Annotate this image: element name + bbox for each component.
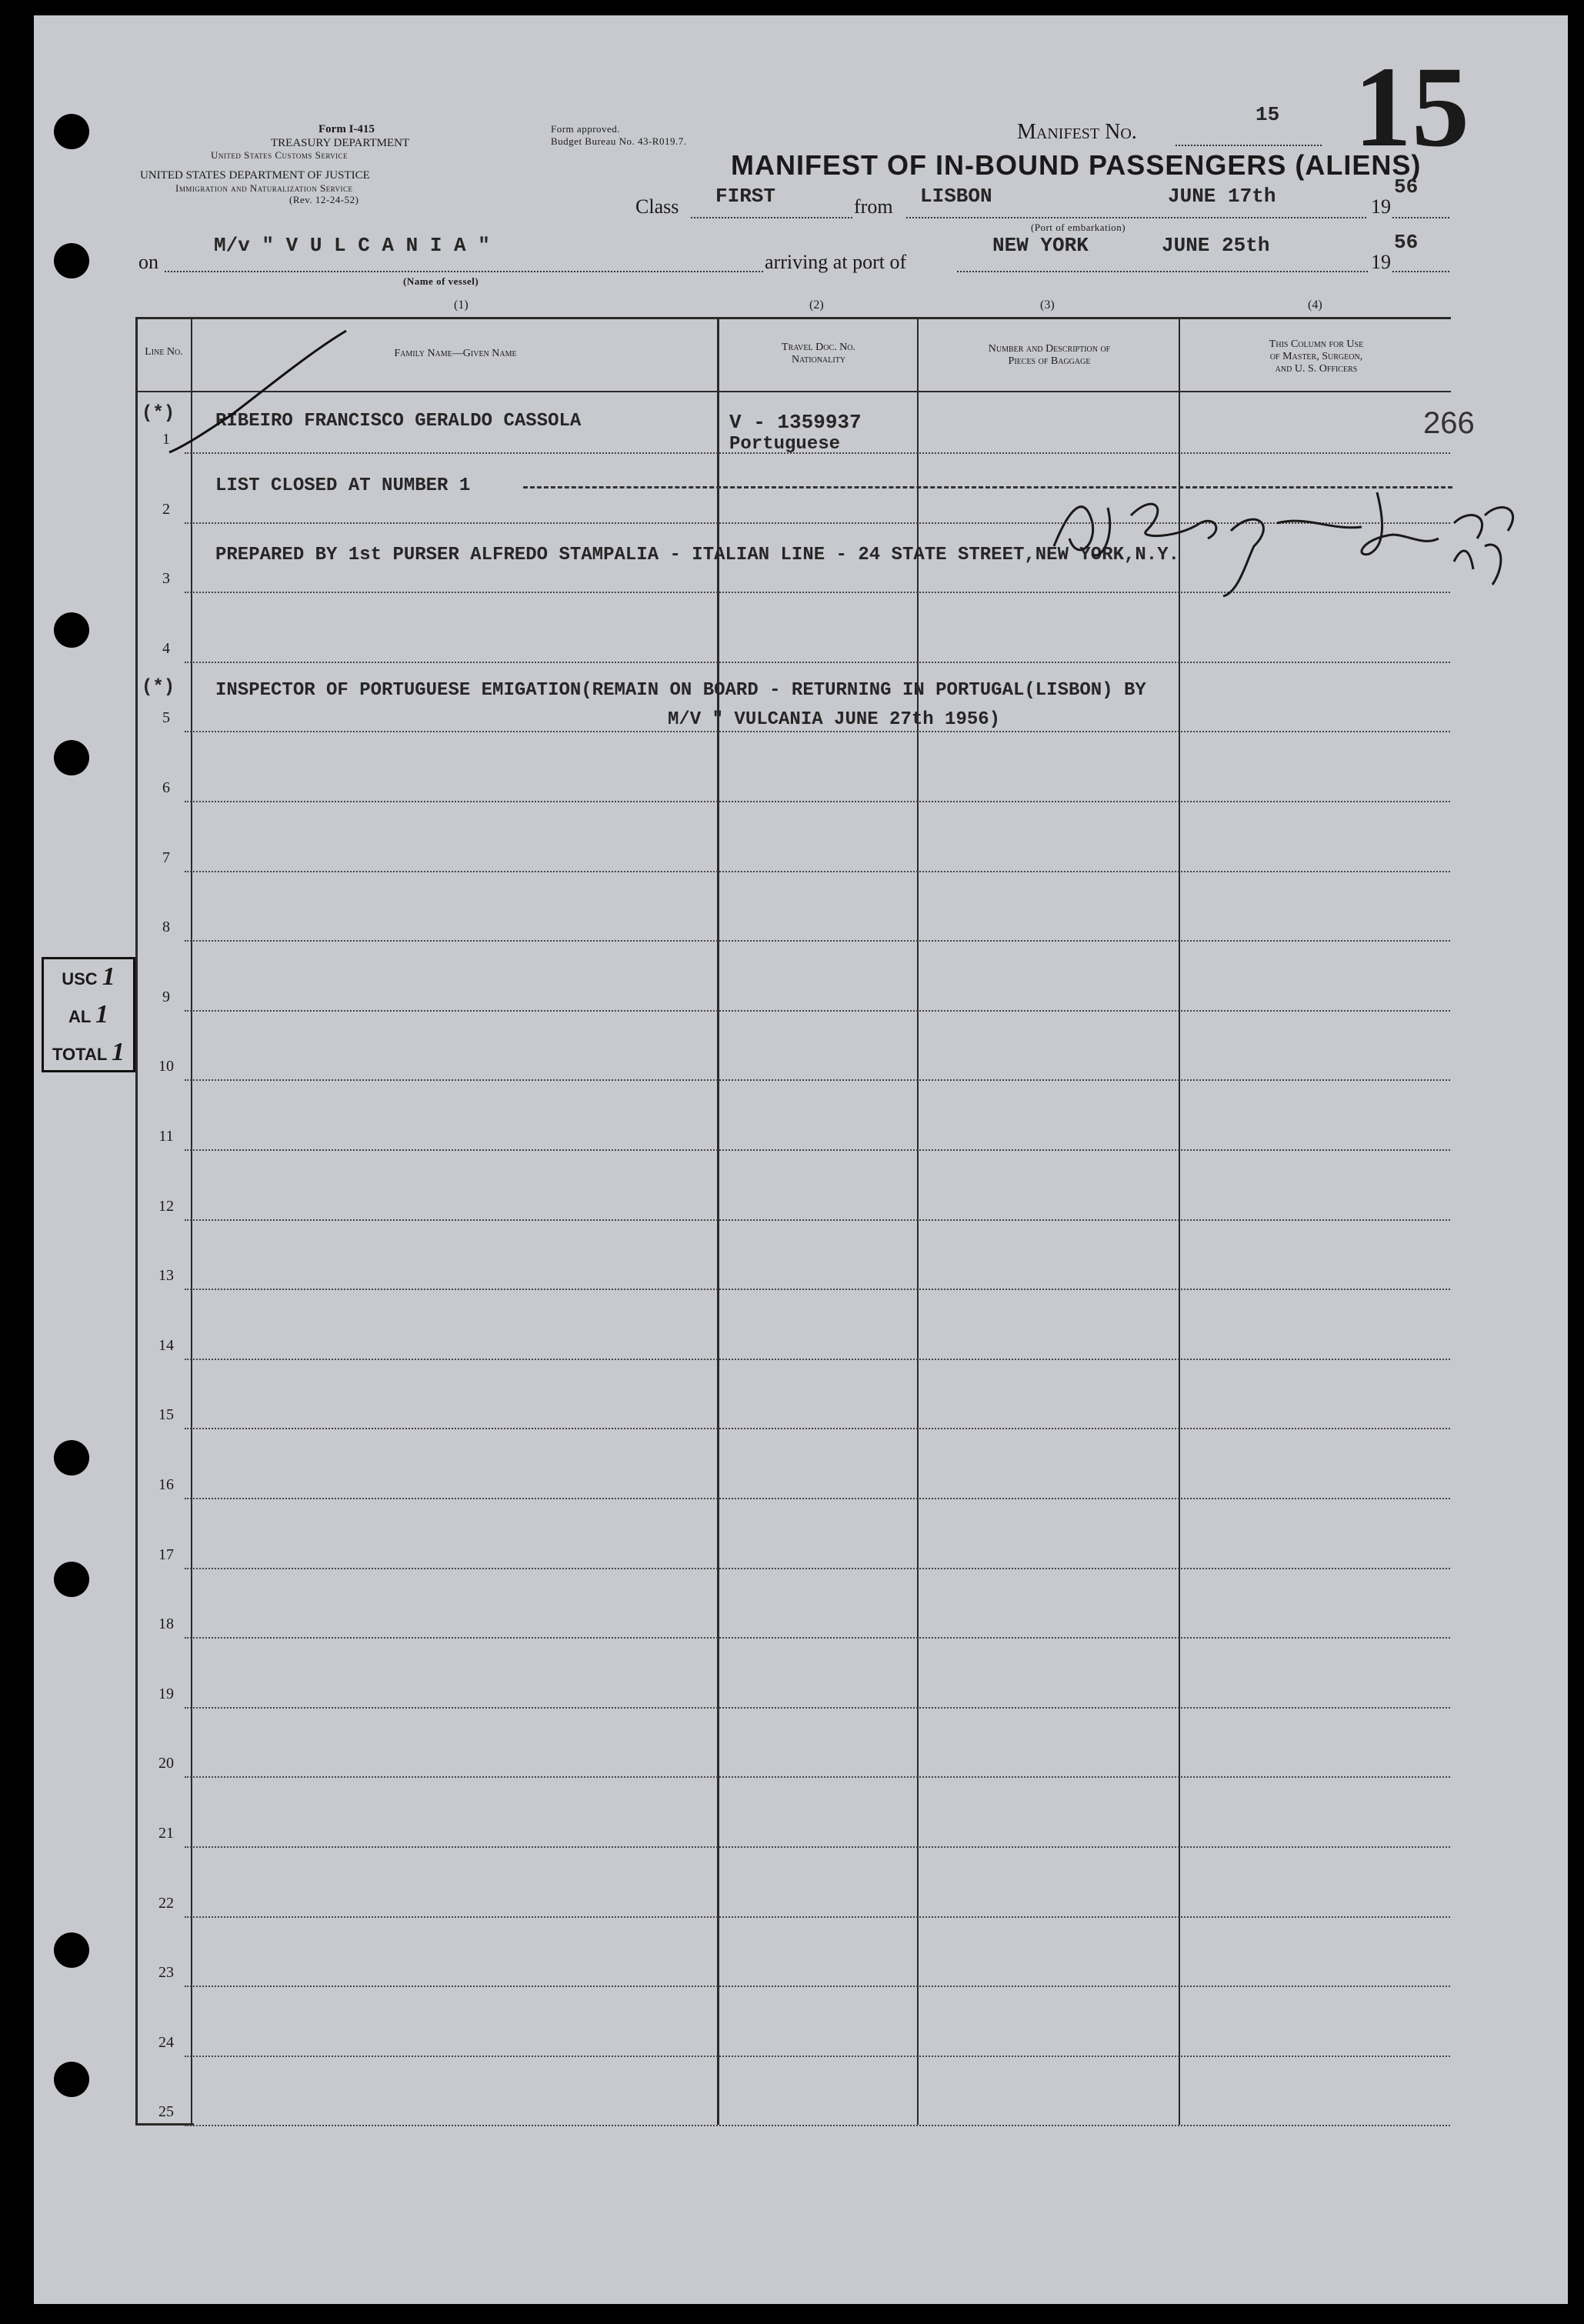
officer-number: 266 [1423,406,1475,440]
treasury-dept: TREASURY DEPARTMENT [271,137,410,149]
header-baggage [920,343,1179,368]
table-row [185,1219,1450,1221]
arrive-date: JUNE 25th [1162,234,1270,257]
header-travel-doc [720,342,917,366]
revision-date: (Rev. 12-24-52) [289,194,359,205]
header-baggage-2: Pieces of Baggage [1008,355,1091,367]
table-row [185,1707,1450,1709]
table-top-border [135,317,1451,319]
prepared-by: PREPARED BY 1st PURSER ALFREDO STAMPALIA - ITALIAN LINE - 24 STATE STREET,NEW YORK,N.Y. [215,545,1180,565]
usc-count-stamp [42,957,135,1072]
table-left-border [135,317,138,2125]
binder-hole [54,1440,89,1475]
table-row [185,1986,1450,1987]
note-line-2: M/V " VULCANIA JUNE 27th 1956) [668,709,1001,730]
line-number: 25 [158,2103,174,2120]
form-approved: Form approved. [551,123,621,135]
entry-mark-2: (*) [142,677,175,698]
table-row [185,1846,1450,1848]
line-number: 4 [162,640,170,657]
table-row [185,731,1450,732]
class-line [691,217,852,218]
port-embark-label: (Port of embarkation) [1031,222,1126,233]
header-officers-1: This Column for Use [1269,338,1364,350]
line-number: 21 [158,1825,174,1842]
table-row [185,662,1450,663]
class-value: FIRST [715,185,776,208]
stamp-al-value: 1 [95,1000,109,1029]
table-row [185,1498,1450,1499]
table-row [185,2056,1450,2057]
header-line-no: Line No. [145,346,183,358]
line-number: 6 [162,779,170,796]
col-num-2: (2) [809,298,824,312]
table-row [185,1149,1450,1151]
stamp-usc-row [44,959,133,997]
manifest-no-label: Manifest No. [1017,120,1137,144]
line-number: 5 [162,709,170,726]
table-row [185,1079,1450,1081]
vessel-name: M/v " V U L C A N I A " [214,234,490,257]
binder-hole [54,243,89,278]
binder-hole [54,2062,89,2097]
vessel-label: (Name of vessel) [403,275,479,287]
name-col-divider [717,317,719,2125]
line-number: 20 [158,1755,174,1772]
from-line [906,217,1366,218]
line-number: 22 [158,1895,174,1912]
doc-col-divider [917,317,919,2125]
stamp-al-row [44,997,133,1035]
line-number: 1 [162,431,170,448]
line-number: 19 [158,1685,174,1702]
passenger-name: RIBEIRO FRANCISCO GERALDO CASSOLA [215,411,582,432]
line-number: 3 [162,570,170,587]
note-line-1: INSPECTOR OF PORTUGUESE EMIGATION(REMAIN ON BOARD - RETURNING IN PORTUGAL(LISBON) BY [215,680,1146,701]
justice-dept: UNITED STATES DEPARTMENT OF JUSTICE [140,169,370,182]
line-number: 2 [162,501,170,518]
header-travel-doc-1: Travel Doc. No. [782,342,855,353]
ins-service: Immigration and Naturalization Service [175,182,353,194]
depart-year: 56 [1394,175,1419,198]
table-row [185,1916,1450,1918]
manifest-no-value: 15 [1256,103,1280,126]
line-number: 24 [158,2034,174,2051]
col-num-3: (3) [1040,298,1055,312]
line-number: 8 [162,919,170,935]
header-baggage-1: Number and Description of [988,343,1111,355]
list-closed: LIST CLOSED AT NUMBER 1 [215,475,471,496]
line-number: 15 [158,1406,174,1423]
manifest-no-line [1175,145,1322,146]
check-mark-icon [154,323,354,462]
form-number: Form I-415 [318,123,375,135]
table-row [185,1428,1450,1429]
table-row [185,2125,1450,2126]
manifest-title: MANIFEST OF IN-BOUND PASSENGERS (ALIENS) [731,149,1422,181]
table-row [185,801,1450,802]
line-number: 17 [158,1546,174,1563]
nationality: Portuguese [729,434,841,455]
from-label: from [854,195,893,218]
year-prefix-2: 19 [1371,251,1391,273]
on-label: on [138,251,158,273]
table-row [185,1776,1450,1778]
travel-doc-number: V - 1359937 [729,411,862,434]
depart-date: JUNE 17th [1168,185,1276,208]
stamp-total-row [44,1035,133,1072]
binder-hole [54,612,89,648]
vessel-line [165,271,763,272]
manifest-stamp-number: 15 [1354,43,1469,171]
arrive-year-line [1392,271,1449,272]
table-row [185,1359,1450,1360]
depart-year-line [1392,217,1449,218]
header-travel-doc-2: Nationality [791,354,846,365]
table-row [185,1289,1450,1290]
line-number: 12 [158,1198,174,1215]
line-number: 7 [162,849,170,866]
customs-service: United States Customs Service [211,149,348,161]
line-number: 11 [158,1128,174,1145]
line-number: 16 [158,1476,174,1493]
entry-mark-1: (*) [142,403,175,424]
arrive-year: 56 [1394,231,1419,254]
line-number: 23 [158,1964,174,1981]
budget-bureau: Budget Bureau No. 43-R019.7. [551,135,687,147]
header-officers-3: and U. S. Officers [1275,363,1358,375]
inspector-signature [1023,462,1531,600]
line-number: 10 [158,1058,174,1075]
col-num-4: (4) [1308,298,1322,312]
from-value: LISBON [920,185,992,208]
line-col-divider [191,317,192,2125]
arrive-line [957,271,1368,272]
header-officers-2: of Master, Surgeon, [1269,351,1363,362]
line-number: 9 [162,989,170,1005]
table-row [185,940,1450,942]
header-officers [1182,338,1451,375]
table-row [185,1010,1450,1012]
stamp-al-label: AL [68,1007,91,1026]
arriving-label: arriving at port of [765,251,907,273]
line-number: 14 [158,1337,174,1354]
year-prefix: 19 [1371,195,1391,218]
stamp-usc-label: USC [62,969,98,989]
arrive-port: NEW YORK [992,234,1089,257]
stamp-total-label: TOTAL [52,1045,107,1064]
table-row [185,871,1450,872]
binder-hole [54,1562,89,1597]
line-number: 18 [158,1615,174,1632]
header-family-name: Family Name—Given Name [394,348,517,359]
table-row [185,1568,1450,1569]
binder-hole [54,740,89,775]
binder-hole [54,114,89,149]
class-label: Class [635,195,679,218]
table-row [185,1637,1450,1639]
stamp-usc-value: 1 [102,962,115,991]
stamp-total-value: 1 [112,1038,125,1066]
col-num-1: (1) [454,298,469,312]
binder-hole [54,1932,89,1968]
line-number: 13 [158,1267,174,1284]
